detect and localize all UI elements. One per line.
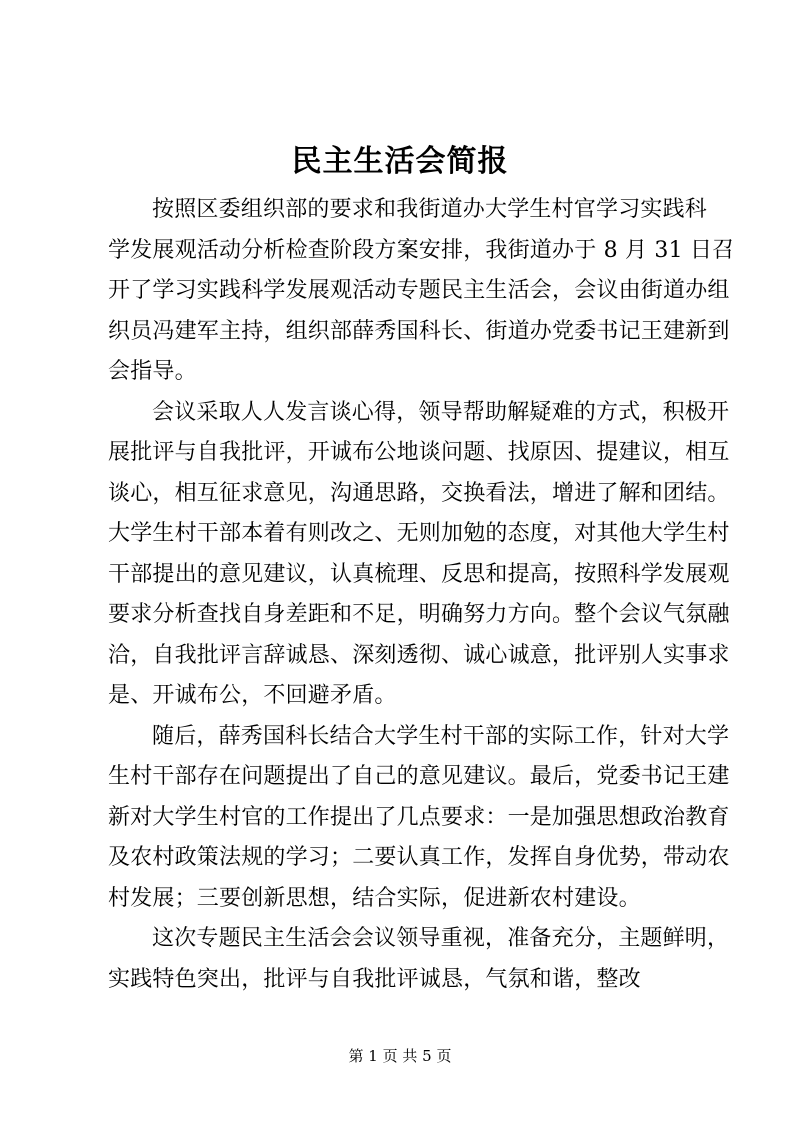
text-line: 要求分析查找自身差距和不足，明确努力方向。整个会议气氛融: [108, 602, 730, 627]
text-line: 开了学习实践科学发展观活动专题民主生活会，会议由街道办组: [108, 278, 730, 303]
text-line: 会议采取人人发言谈心得，领导帮助解疑难的方式，积极开: [152, 399, 730, 425]
document-title: 民主生活会简报: [291, 144, 509, 179]
text-line: 大学生村干部本着有则改之、无则加勉的态度，对其他大学生村: [108, 521, 730, 546]
document-body: [108, 190, 735, 1000]
text-line: 干部提出的意见建议，认真梳理、反思和提高，按照科学发展观: [108, 561, 730, 587]
text-line: 是、开诚布公，不回避矛盾。: [108, 683, 397, 708]
text-line: 学发展观活动分析检查阶段方案安排，我街道办于 8 月 31 日召: [108, 237, 735, 263]
text-line: 这次专题民主生活会会议领导重视，准备充分，主题鲜明，: [152, 926, 730, 951]
text-line: 及农村政策法规的学习；二要认真工作，发挥自身优势，带动农: [108, 845, 730, 870]
text-line: 按照区委组织部的要求和我街道办大学生村官学习实践科: [152, 197, 708, 222]
text-line: 会指导。: [108, 359, 197, 384]
text-line: 谈心，相互征求意见，沟通思路，交换看法，增进了解和团结。: [108, 480, 730, 506]
text-line: 展批评与自我批评，开诚布公地谈问题、找原因、提建议，相互: [108, 440, 730, 465]
text-line: 生村干部存在问题提出了自己的意见建议。最后，党委书记王建: [108, 764, 730, 789]
text-line: 实践特色突出，批评与自我批评诚恳，气氛和谐，整改: [108, 966, 641, 992]
text-line: 织员冯建军主持，组织部薛秀国科长、街道办党委书记王建新到: [108, 318, 730, 344]
text-line: 新对大学生村官的工作提出了几点要求：一是加强思想政治教育: [108, 804, 730, 830]
text-line: 洽，自我批评言辞诚恳、深刻透彻、诚心诚意，批评别人实事求: [108, 642, 730, 668]
text-line: 村发展；三要创新思想，结合实际，促进新农村建设。: [108, 885, 641, 911]
text-line: 随后，薛秀国科长结合大学生村干部的实际工作，针对大学: [152, 723, 730, 749]
page-footer: 第 1 页 共 5 页: [348, 1047, 452, 1065]
